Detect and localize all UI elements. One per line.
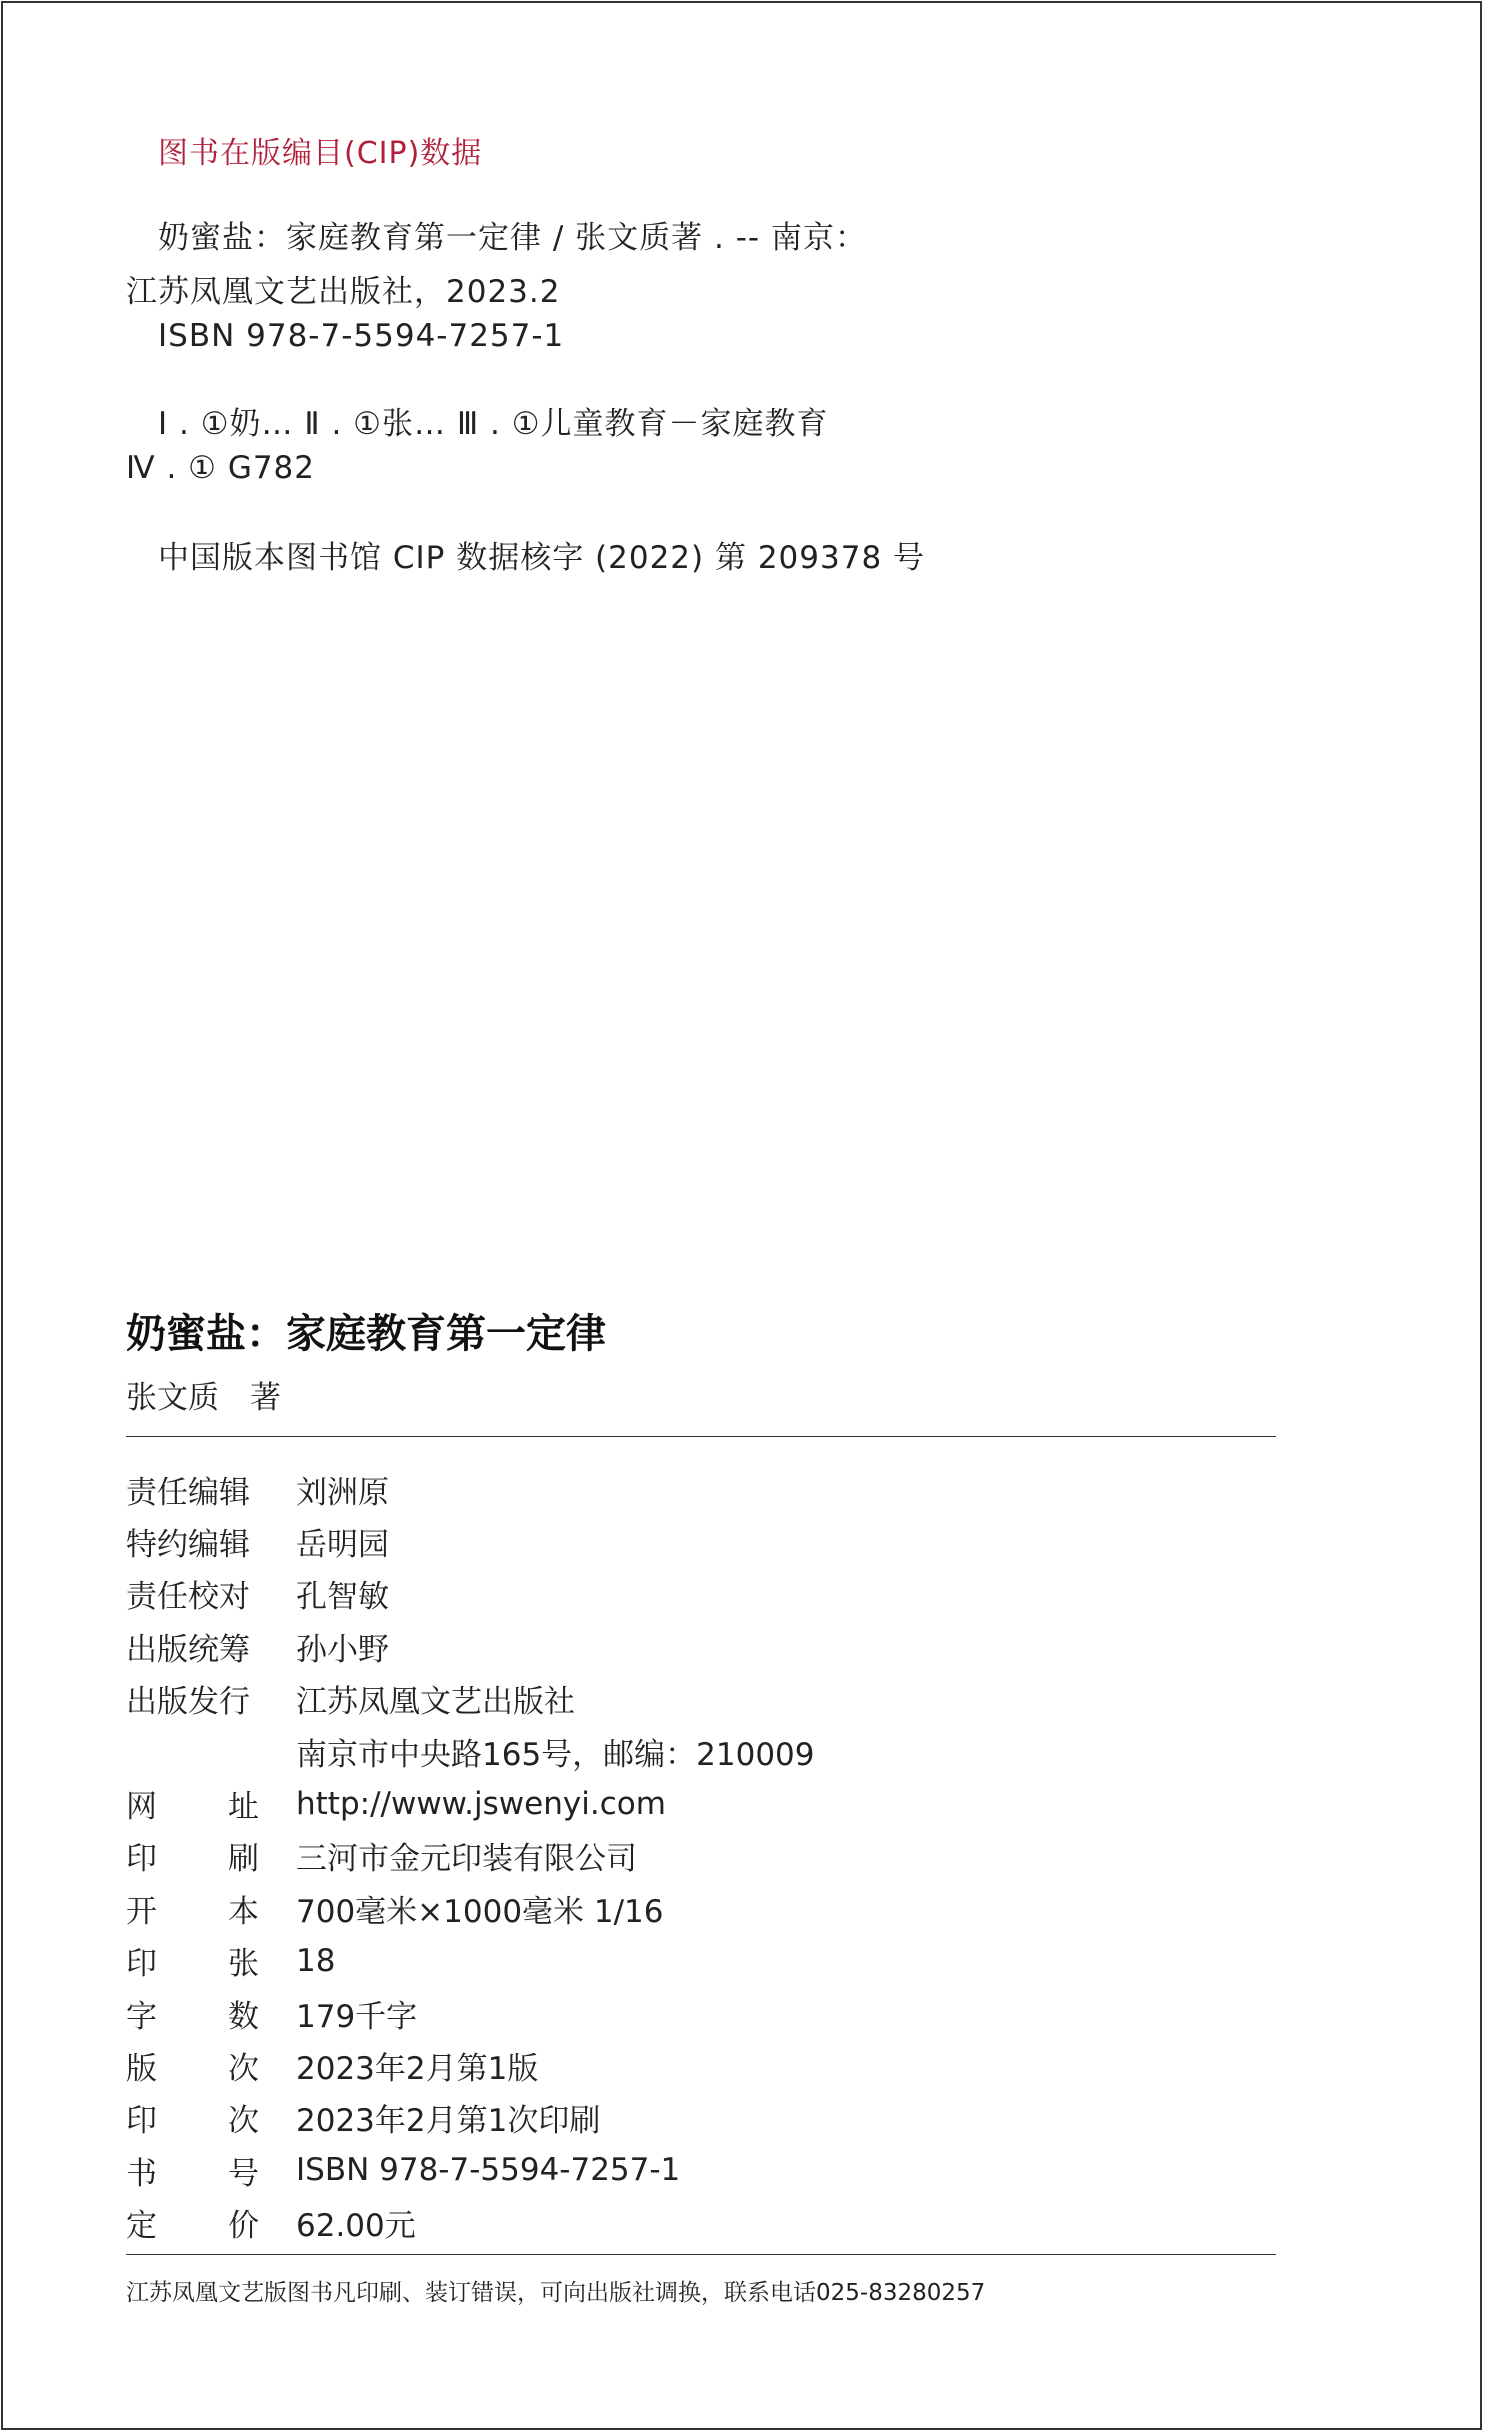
info-row-printing	[126, 2092, 1276, 2144]
info-label: 出版发行	[126, 1684, 250, 1721]
book-title: 奶蜜盐：家庭教育第一定律	[126, 1310, 606, 1357]
cip-title-line: 奶蜜盐：家庭教育第一定律 / 张文质著 . -- 南京：	[158, 220, 867, 256]
info-value: 刘洲原	[296, 1474, 389, 1511]
info-row-proofreader	[126, 1568, 1276, 1620]
info-value: 孙小野	[296, 1631, 389, 1668]
cip-classification-line: Ⅳ . ① G782	[126, 450, 316, 486]
info-value: 2023年2月第1版	[296, 2050, 539, 2087]
info-row-coordinator	[126, 1620, 1276, 1672]
info-row-word-count	[126, 1987, 1276, 2039]
info-row-website	[126, 1777, 1276, 1829]
info-row-editor	[126, 1463, 1276, 1515]
footer-note: 江苏凤凰文艺版图书凡印刷、装订错误，可向出版社调换，联系电话025-83280257	[126, 2280, 986, 2306]
info-value: ISBN 978-7-5594-7257-1	[296, 2152, 681, 2189]
info-row-publisher	[126, 1673, 1276, 1725]
info-label: 责任校对	[126, 1579, 250, 1616]
info-label: 网址	[126, 1789, 259, 1826]
publication-info-table	[126, 1463, 1276, 2249]
info-row-address	[126, 1725, 1276, 1777]
info-label: 定价	[126, 2208, 259, 2245]
cip-publisher-line: 江苏凤凰文艺出版社，2023.2	[126, 274, 561, 310]
info-row-edition	[126, 2039, 1276, 2091]
info-value: 700毫米×1000毫米 1/16	[296, 1893, 664, 1930]
cip-isbn-line: ISBN 978-7-5594-7257-1	[158, 318, 565, 354]
info-label: 出版统筹	[126, 1631, 250, 1668]
cip-subject-line: Ⅰ . ①奶… Ⅱ . ①张… Ⅲ . ①儿童教育－家庭教育	[158, 406, 829, 442]
info-label: 印次	[126, 2103, 259, 2140]
info-label: 字数	[126, 1998, 259, 2035]
info-row-price	[126, 2196, 1276, 2248]
info-value: 南京市中央路165号，邮编：210009	[296, 1736, 815, 1773]
info-value: 62.00元	[296, 2208, 416, 2245]
info-label: 书号	[126, 2155, 259, 2192]
bottom-divider	[126, 2254, 1276, 2255]
top-divider	[126, 1436, 1276, 1437]
info-row-printer	[126, 1830, 1276, 1882]
cip-record-number-line: 中国版本图书馆 CIP 数据核字 (2022) 第 209378 号	[158, 540, 926, 576]
info-label: 特约编辑	[126, 1527, 250, 1564]
info-label: 责任编辑	[126, 1474, 250, 1511]
info-value: 三河市金元印装有限公司	[296, 1841, 637, 1878]
info-label: 版次	[126, 2050, 259, 2087]
info-value: 江苏凤凰文艺出版社	[296, 1684, 575, 1721]
info-row-isbn	[126, 2144, 1276, 2196]
info-row-sheets	[126, 1935, 1276, 1987]
info-row-special-editor	[126, 1515, 1276, 1567]
info-value: 179千字	[296, 1998, 418, 2035]
website-link[interactable]: http://www.jswenyi.com	[296, 1785, 666, 1822]
info-label: 开本	[126, 1893, 259, 1930]
book-author: 张文质 著	[126, 1380, 281, 1416]
info-value: 2023年2月第1次印刷	[296, 2103, 601, 2140]
info-label: 印张	[126, 1946, 259, 1983]
info-value: 18	[296, 1942, 336, 1979]
info-label: 印刷	[126, 1841, 259, 1878]
info-row-format	[126, 1882, 1276, 1934]
cip-heading: 图书在版编目(CIP)数据	[158, 136, 483, 171]
info-value: 岳明园	[296, 1527, 389, 1564]
info-value: 孔智敏	[296, 1579, 389, 1616]
